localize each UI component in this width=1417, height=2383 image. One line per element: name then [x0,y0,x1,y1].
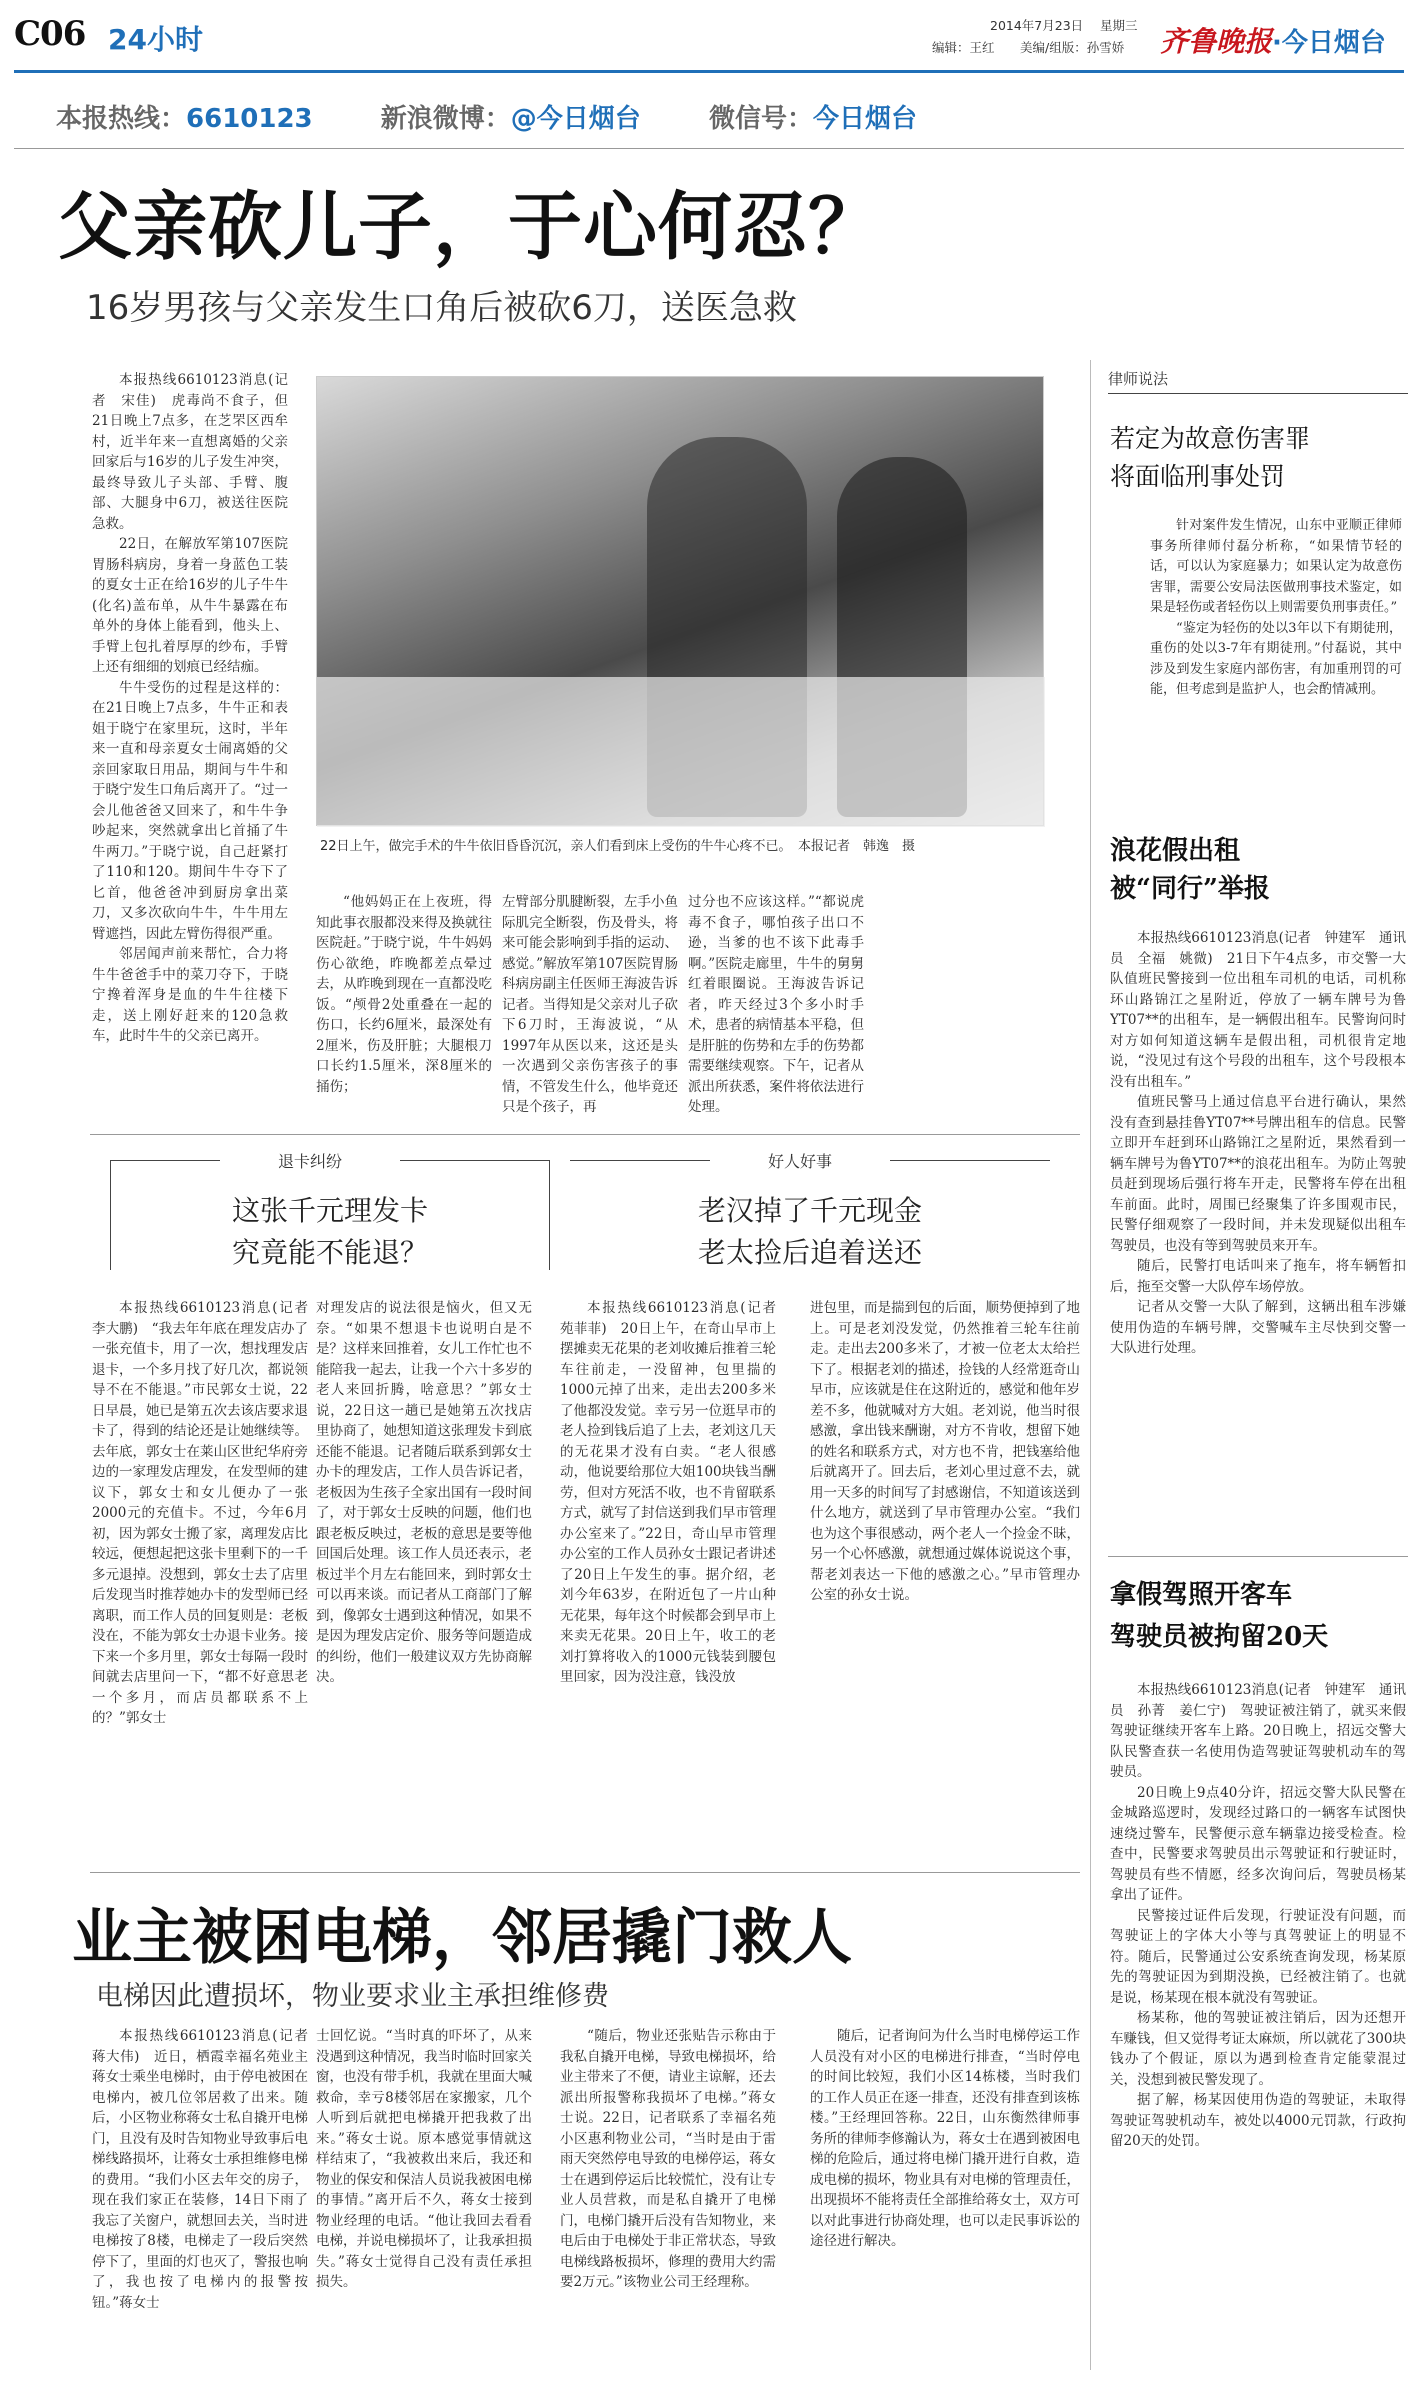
lead-column-2 [316,892,492,1120]
lead-subtitle: 16岁男孩与父亲发生口角后被砍6刀，送医急救 [86,288,797,328]
lead-photo [316,376,1044,826]
lawyer-para: 针对案件发生情况，山东中亚顺正律师事务所律师付磊分析称，“如果情节轻的话，可以认为家庭暴力；如果认定为故意伤害罪，需要公安局法医做刑事技术鉴定，如果是轻伤或者轻伤以上则需要负刑事责任。” [1150,518,1402,615]
elevator-para: 本报热线6610123消息(记者 蒋大伟) 近日，栖霞幸福名苑业主蒋女士乘坐电梯时，由于停电被困在电梯内，被几位邻居救了出来。随后，小区物业称蒋女士私自撬开电梯门，且没有及时告知物业导致事后电梯线路损坏，让蒋女士承担维修电梯的费用。“我们小区去年交的房子，现在我们家正在装修，14日下雨了我忘了关窗户，就想回去关，当时进电梯按了8楼，电梯走了一段后突然停下了，里面的灯也灭了，警报也响了，我也按了电梯内的报警按钮。”蒋女士 [92,2028,308,2311]
issue-weekday: 星期三 [1100,18,1138,33]
fake-para: 据了解，杨某因使用伪造的驾驶证，未取得驾驶证驾驶机动车，被处以4000元罚款，行政拘留20天的处罚。 [1110,2092,1406,2149]
lead-para: 本报热线6610123消息(记者 宋佳) 虎毒尚不食子，但21日晚上7点多，在芝罘区西牟村，近半年来一直想离婚的父亲回家后与16岁的儿子发生冲突，最终导致儿子头部、手臂、腹部、大腿身中6刀，被送往医院急救。 [92,372,288,532]
contact-rule [14,148,1404,149]
middle-rule [90,1134,1080,1135]
lead-para: 过分也不应该这样。”“都说虎毒不食子，哪怕孩子出口不逊，当爹的也不该下此毒手啊。”医院走廊里，牛牛的舅舅红着眼圈说。王海波告诉记者，昨天经过3个多小时手术，患者的病情基本平稳，但是肝脏的伤势和左手的伤势都需要继续观察。下午，记者从派出所获悉，案件将依法进行处理。 [688,894,864,1115]
goodman-title-line: 老汉掉了千元现金 [697,1194,922,1227]
barber-header-box [110,1146,550,1280]
lead-column-4 [688,892,864,1120]
barber-tag-line-right [400,1160,550,1161]
taxi-para: 随后，民警打电话叫来了拖车，将车辆暂扣后，拖至交警一大队停车场停放。 [1110,1258,1406,1295]
lawyer-tag-label: 律师说法 [1108,370,1169,388]
elevator-column-1 [92,2026,308,2370]
barber-tag: 退卡纠纷 [277,1152,342,1171]
goodman-para: 本报热线6610123消息(记者 苑菲菲) 20日上午，在奇山早市上摆摊卖无花果的老刘收摊后推着三轮车往前走，一没留神，包里揣的1000元掉了出来，走出去200多米了他都没发觉。幸亏另一位逛早市的老人捡到钱后追了上去，老刘这几天的无花果才没有白卖。“老人很感动，他说要给那位大姐100块钱当酬劳，但对方死活不收，也不肯留联系方式，就写了封信送到我们早市管理办公室来了。”22日，奇山早市管理办公室的工作人员孙女士跟记者讲述了20日上午发生的事。据介绍，老刘今年63岁，在附近包了一片山种无花果，每年这个时候都会到早市上来卖无花果。20日上午，收工的老刘打算将收入的1000元钱装到腰包里回家，因为没注意，钱没放 [560,1300,776,1685]
elevator-headline: 业主被困电梯，邻居撬门救人 [72,1903,852,1973]
lead-para: 邻居闻声前来帮忙，合力将牛牛爸爸手中的菜刀夺下，于晓宁搀着浑身是血的牛牛往楼下走，送上刚好赶来的120急救车，此时牛牛的父亲已离开。 [92,946,288,1044]
barber-tag-line-left [110,1160,220,1161]
barber-para: 对理发店的说法很是恼火，但又无奈。“如果不想退卡也说明白是不是？这样来回推着，女儿工作忙也不能陪我一起去，让我一个六十多岁的老人来回折腾，啥意思？”郭女士说，22日这一趟已是她第五次找店里协商了，她想知道这张理发卡到底还能不能退。记者随后联系到郭女士办卡的理发店，工作人员告诉记者，老板因为生孩子全家出国有一段时间了，对于郭女士反映的问题，他们也跟老板反映过，老板的意思是要等他回国后处理。该工作人员还表示，老板过半个月左右能回来，到时郭女士可以再来谈。而记者从工商部门了解到，像郭女士遇到这种情况，如果不是因为理发店定价、服务等问题造成的纠纷，他们一般建议双方先协商解决。 [316,1300,532,1685]
lead-para: 22日，在解放军第107医院胃肠科病房，身着一身蓝色工装的夏女士正在给16岁的儿子牛牛(化名)盖布单，从牛牛暴露在布单外的身体上能看到，他头上、手臂上包扎着厚厚的纱布，手臂上还有细细的划痕已经结痂。 [92,536,288,675]
editor-credit: 编辑：王红 [932,40,995,55]
goodman-para: 进包里，而是揣到包的后面，顺势便掉到了地上。可是老刘没发觉，仍然推着三轮车往前走。走出去200多米了，才被一位老太太给拦下了。根据老刘的描述，捡钱的人经常逛奇山早市，应该就是住在这附近的，感觉和他年岁差不多，他就喊对方大姐。老刘说，他当时很感激，拿出钱来酬谢，对方不肯收，想留下她的姓名和联系方式，对方也不肯，把钱塞给他后就离开了。回去后，老刘心里过意不去，就用一天多的时间写了封感谢信，不知道该送到什么地方，就送到了早市管理办公室。“我们也为这个事很感动，两个老人一个捡金不昧，另一个心怀感激，就想通过媒体说说这个事，帮老刘表达一下他的感激之心。”早市管理办公室的孙女士说。 [810,1300,1080,1603]
fake-para: 杨某称，他的驾驶证被注销后，因为还想开车赚钱，但又觉得考证太麻烦，所以就花了300块钱办了个假证，原以为遇到检查肯定能蒙混过关，没想到被民警发现了。 [1110,2010,1406,2088]
contact-bar [56,98,917,138]
goodman-column-2 [810,1298,1080,1858]
sidebar-rule [1108,1556,1408,1557]
fake-para: 本报热线6610123消息(记者 钟建军 通讯员 孙菁 姜仁宁) 驾驶证被注销了，就买来假驾驶证继续开客车上路。20日晚上，招远交警大队民警查获一名使用伪造驾驶证驾驶机动车的驾驶员。 [1110,1682,1406,1780]
photo-bed [317,677,1045,827]
goodman-tag-line-right [890,1160,1050,1161]
barber-column-1 [92,1298,308,1858]
lawyer-body [1150,516,1402,786]
goodman-header-box [570,1146,1050,1280]
elevator-column-3 [560,2026,776,2370]
taxi-para: 值班民警马上通过信息平台进行确认，果然没有查到悬挂鲁YT07**号牌出租车的信息。民警立即开车赶到环山路锦江之星附近，果然看到一辆车牌号为鲁YT07**的浪花出租车。为防止驾驶员赶到现场后强行将车开走，民警将车停在出租车前面。此时，周围已经聚集了许多围观市民，民警仔细观察了一段时间，并未发现疑似出租车驾驶员，也没有等到驾驶员来开车。 [1110,1094,1406,1254]
wechat-label: 微信号： [708,104,813,134]
elevator-para: 随后，记者询问为什么当时电梯停运工作人员没有对小区的电梯进行排查，“当时停电的时间比较短，我们小区14栋楼，当时我们的工作人员正在逐一排查，还没有排查到该栋楼。”王经理回答称。22日，山东衡然律师事务所的律师李修瀚认为，蒋女士在遇到被困电梯的危险后，通过将电梯门撬开进行自救，造成电梯的损坏，物业具有对电梯的管理责任，出现损坏不能将责任全部推给蒋女士，双方可以对此事进行协商处理，也可以走民事诉讼的途径进行解决。 [810,2028,1080,2249]
elevator-column-2 [316,2026,532,2370]
taxi-para: 本报热线6610123消息(记者 钟建军 通讯员 全福 姚微) 21日下午4点多，市交警一大队值班民警接到一位出租车司机的电话，司机称环山路锦江之星附近，停放了一辆车牌号为鲁YT07**的出租车，是一辆假出租车。民警询问时对方如何知道这辆车是假出租，司机很肯定地说，“没见过有这个号段的出租车，这个号段根本没有出租车。” [1110,930,1406,1090]
lawyer-title-line: 将面临刑事处罚 [1110,462,1286,491]
edition-name: ·今日烟台 [1272,28,1386,58]
weibo-label: 新浪微博： [380,104,511,134]
fake-license-title [1110,1574,1328,1658]
barber-title [110,1190,550,1274]
goodman-title-line: 老太捡后追着送还 [697,1236,922,1269]
taxi-title-line: 浪花假出租 [1110,836,1241,866]
lawyer-title [1110,420,1310,496]
fake-para: 20日晚上9点40分许，招远交警大队民警在金城路巡逻时，发现经过路口的一辆客车试图快速绕过警车，民警便示意车辆靠边接受检查。检查中，民警要求驾驶员出示驾驶证和行驶证时，驾驶员有些不情愿，经多次询问后，驾驶员杨某拿出了证件。 [1110,1784,1406,1903]
fake-title-line: 拿假驾照开客车 [1110,1580,1293,1610]
page-number: C06 [14,14,86,54]
issue-date: 2014年7月23日 [990,18,1084,33]
sidebar-divider [1090,360,1091,2370]
barber-column-2 [316,1298,532,1858]
goodman-tag: 好人好事 [767,1152,832,1171]
barber-title-line: 究竟能不能退？ [231,1236,428,1269]
goodman-title [570,1190,1050,1274]
photo-caption: 22日上午，做完手术的牛牛依旧昏昏沉沉，亲人们看到床上受伤的牛牛心疼不已。 本报记者 韩逸 摄 [320,839,916,854]
design-credit: 美编/组版：孙雪娇 [1020,40,1125,55]
lawyer-title-line: 若定为故意伤害罪 [1110,424,1311,453]
elevator-para: “随后，物业还张贴告示称由于我私自撬开电梯，导致电梯损坏，给业主带来了不便，请业主谅解，还去派出所报警称我损坏了电梯。”蒋女士说。22日，记者联系了幸福名苑小区惠利物业公司，“当时是由于雷雨天突然停电导致的电梯停运，蒋女士在遇到停运后比较慌忙，没有让专业人员营救，而是私自撬开了电梯门，电梯门撬开后没有告知物业，来电后由于电梯处于非正常状态，导致电梯线路板损坏，修理的费用大约需要2万元。”该物业公司王经理称。 [560,2028,776,2290]
barber-para: 本报热线6610123消息(记者 李大鹏) “我去年年底在理发店办了一张充值卡，用了一次，想找理发店退卡，一个多月找了好几次，都说领导不在不能退。”市民郭女士说，22日早晨，她已是第五次去该店要求退卡了，得到的结论还是让她继续等。去年底，郭女士在莱山区世纪华府旁边的一家理发店理发，在发型师的建议下，郭女士和女儿便办了一张2000元的充值卡。不过，今年6月初，因为郭女士搬了家，离理发店比较远，便想起把这张卡里剩下的一千多元退掉。没想到，郭女士去了店里后发现当时推荐她办卡的发型师已经离职，而工作人员的回复则是：老板没在，不能为郭女士办退卡业务。接下来一个多月里，郭女士每隔一段时间就去店里问一下，“都不好意思老一个多月，而店员都联系不上的？”郭女士 [92,1300,308,1726]
taxi-title [1110,832,1270,908]
lead-headline: 父亲砍儿子，于心何忍？ [58,184,883,270]
lead-para: 牛牛受伤的过程是这样的：在21日晚上7点多，牛牛正和表姐于晓宁在家里玩，这时，半年来一直和母亲夏女士闹离婚的父亲回家取日用品，期间与牛牛和于晓宁发生口角后离开了。“过一会儿他爸爸又回来了，和牛牛争吵起来，突然就拿出匕首捅了牛牛两刀。”于晓宁说，自己赶紧打了110和120。期间牛牛夺下了匕首，他爸爸冲到厨房拿出菜刀，又多次砍向牛牛，牛牛用左臂遮挡，因此左臂伤得很严重。 [92,679,288,942]
hotline-label: 本报热线： [56,104,187,134]
lead-para: “他妈妈正在上夜班，得知此事衣服都没来得及换就往医院赶。”于晓宁说，牛牛妈妈伤心欲绝，昨晚都差点晕过去，从昨晚到现在一直都没吃饭。“颅骨2处重叠在一起的伤口，长约6厘米，最深处有2厘米，伤及肝脏；大腿根刀口长约1.5厘米，深8厘米的捅伤； [316,894,492,1095]
weibo-handle: @今日烟台 [510,104,641,134]
goodman-tag-line-left [570,1160,710,1161]
elevator-column-4 [810,2026,1080,2370]
taxi-body [1110,928,1406,1548]
elevator-subtitle: 电梯因此遭损坏，物业要求业主承担维修费 [96,1981,609,2012]
goodman-column-1 [560,1298,776,1858]
wechat-id: 今日烟台 [812,104,917,134]
section-name: 24小时 [108,23,203,56]
barber-title-line: 这张千元理发卡 [231,1194,428,1227]
paper-logo: 齐鲁晚报 [1160,25,1273,58]
taxi-para: 记者从交警一大队了解到，这辆出租车涉嫌使用伪造的车辆号牌，交警喊车主尽快到交警一大队进行处理。 [1110,1299,1406,1356]
lead-para: 左臂部分肌腱断裂，左手小鱼际肌完全断裂，伤及骨头，将来可能会影响到手指的运动、感觉。”解放军第107医院胃肠科病房副主任医师王海波告诉记者。当得知是父亲对儿子砍下6刀时，王海波说，“从1997年从医以来，这还是头一次遇到父亲伤害孩子的事情，不管发生什么，他毕竟还只是个孩子，再 [502,894,678,1115]
elevator-para: 士回忆说。“当时真的吓坏了，从来没遇到这种情况，我当时临时回家关窗，也没有带手机，我就在里面大喊救命，幸亏8楼邻居在家搬家，几个人听到后就把电梯撬开把我救了出来。”蒋女士说。原本感觉事情就这样结束了，“我被救出来后，我还和物业的保安和保洁人员说我被困电梯的事情。”离开后不久，蒋女士接到物业经理的电话。“他让我回去看看电梯，并说电梯损坏了，让我承担损失。”蒋女士觉得自己没有责任承担损失。 [316,2028,532,2290]
lead-column-1 [92,370,288,1120]
lawyer-tag [1108,368,1408,394]
taxi-title-line: 被“同行”举报 [1110,874,1270,904]
masthead [0,0,1417,72]
fake-license-body [1110,1680,1406,2370]
lawyer-para: “鉴定为轻伤的处以3年以下有期徒刑，重伤的处以3-7年有期徒刑。”付磊说，其中涉及到发生家庭内部伤害，有加重刑罚的可能，但考虑到是监护人，也会酌情减刑。 [1150,620,1402,697]
masthead-rule [14,70,1404,73]
hotline-number: 6610123 [186,104,313,134]
fake-para: 民警接过证件后发现，行驶证没有问题，而驾驶证上的字体大小等与真驾驶证上的明显不符。随后，民警通过公安系统查询发现，杨某原先的驾驶证因为到期没换，已经被注销了。也就是说，杨某现在根本就没有驾驶证。 [1110,1907,1406,2006]
lead-column-3 [502,892,678,1120]
fake-title-line: 驾驶员被拘留20天 [1110,1622,1329,1652]
bottom-rule [90,1872,1080,1873]
